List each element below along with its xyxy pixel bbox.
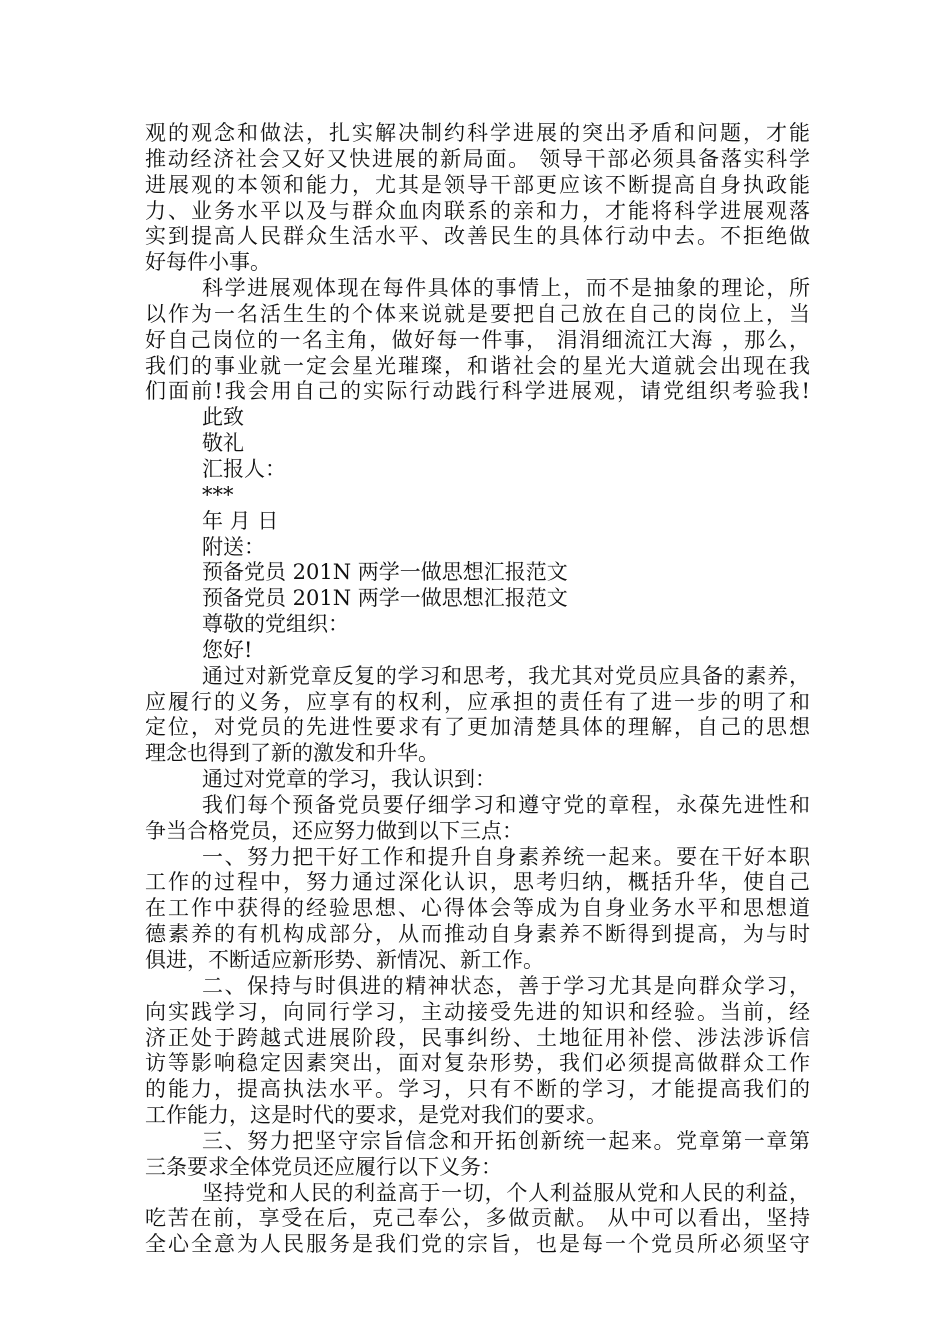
text-line: 科学进展观体现在每件具体的事情上，而不是抽象的理论，所 <box>202 276 810 301</box>
document-body <box>145 121 810 1258</box>
text-line: 工作的过程中，努力通过深化认识，思考归纳，概括升华，使自己 <box>145 870 810 895</box>
text-line: 全心全意为人民服务是我们党的宗旨，也是每一个党员所必须坚守 <box>145 1232 810 1257</box>
text-line: 坚持党和人民的利益高于一切，个人利益服从党和人民的利益， <box>202 1180 810 1205</box>
text-line: 观的观念和做法，扎实解决制约科学进展的突出矛盾和问题，才能 <box>145 121 810 145</box>
section-title: 预备党员 201N 两学一做思想汇报范文 <box>202 586 568 611</box>
text-line: 俱进，不断适应新形势、新情况、新工作。 <box>145 948 544 972</box>
text-line: 争当合格党员，还应努力做到以下三点： <box>145 818 523 843</box>
text-line: 我们每个预备党员要仔细学习和遵守党的章程，永葆先进性和 <box>202 792 810 817</box>
text-line: 应履行的义务，应享有的权利，应承担的责任有了进一步的明了和 <box>145 689 810 714</box>
text-line: 向实践学习，向同行学习，主动接受先进的知识和经验。当前，经 <box>145 999 810 1024</box>
text-line: 工作能力，这是时代的要求，是党对我们的要求。 <box>145 1103 607 1128</box>
text-line: 好自己岗位的一名主角，做好每一件事， 涓涓细流江大海 ，那么， <box>145 327 810 352</box>
text-line: 好每件小事。 <box>145 250 271 275</box>
date-line: 年 月 日 <box>202 508 279 533</box>
text-line: 进展观的本领和能力，尤其是领导干部更应该不断提高自身执政能 <box>145 172 810 197</box>
salutation-regards: 敬礼 <box>202 431 244 456</box>
text-line: 德素养的有机构成部分，从而推动自身素养不断得到提高，为与时 <box>145 922 810 947</box>
appendix-label: 附送： <box>202 534 265 559</box>
text-line: 二、保持与时俱进的精神状态，善于学习尤其是向群众学习， <box>202 973 810 998</box>
text-line: 济正处于跨越式进展阶段，民事纠纷、土地征用补偿、涉法涉诉信 <box>145 1025 810 1050</box>
text-line: 的能力，提高执法水平。学习，只有不断的学习，才能提高我们的 <box>145 1077 810 1102</box>
appendix-title: 预备党员 201N 两学一做思想汇报范文 <box>202 560 568 585</box>
text-line: 三条要求全体党员还应履行以下义务： <box>145 1154 502 1179</box>
text-line: 访等影响稳定因素突出，面对复杂形势，我们必须提高做群众工作 <box>145 1051 810 1076</box>
text-line: 通过对党章的学习，我认识到： <box>202 767 496 792</box>
text-line: 在工作中获得的经验思想、心得体会等成为自身业务水平和思想道 <box>145 896 810 921</box>
text-line: 推动经济社会又好又快进展的新局面。 领导干部必须具备落实科学 <box>145 146 810 171</box>
text-line: 实到提高人民群众生活水平、改善民生的具体行动中去。不拒绝做 <box>145 224 810 249</box>
reporter-label: 汇报人： <box>202 456 286 481</box>
greeting-hello: 您好! <box>202 637 253 662</box>
salutation-closing: 此致 <box>202 405 244 430</box>
text-line: 们面前!我会用自己的实际行动践行科学进展观，请党组织考验我! <box>145 379 810 404</box>
reporter-name: *** <box>202 482 234 507</box>
text-line: 通过对新党章反复的学习和思考，我尤其对党员应具备的素养， <box>202 663 810 688</box>
text-line: 一、努力把干好工作和提升自身素养统一起来。要在干好本职 <box>202 844 810 869</box>
text-line: 吃苦在前，享受在后，克己奉公，多做贡献。 从中可以看出，坚持 <box>145 1206 810 1231</box>
text-line: 力、业务水平以及与群众血肉联系的亲和力，才能将科学进展观落 <box>145 198 810 223</box>
text-line: 定位，对党员的先进性要求有了更加清楚具体的理解，自己的思想 <box>145 715 810 740</box>
greeting-addressee: 尊敬的党组织： <box>202 612 349 637</box>
text-line: 以作为一名活生生的个体来说就是要把自己放在自己的岗位上，当 <box>145 301 810 326</box>
text-line: 理念也得到了新的激发和升华。 <box>145 741 439 766</box>
text-line: 我们的事业就一定会星光璀璨，和谐社会的星光大道就会出现在我 <box>145 353 810 378</box>
text-line: 三、努力把坚守宗旨信念和开拓创新统一起来。党章第一章第 <box>202 1128 810 1153</box>
